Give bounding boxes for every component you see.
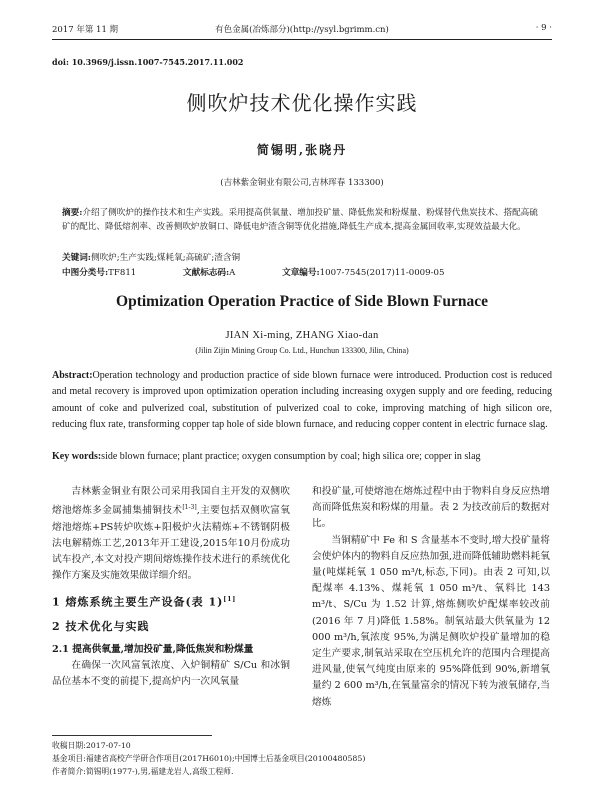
abstract-cn-label: 摘要:: [62, 208, 83, 218]
journal-name: 有色金属(冶炼部分)(http://ysyl.bgrimm.cn): [215, 25, 389, 35]
clc-code: 中图分类号:TF811: [62, 268, 137, 278]
article-id: 文章编号:1007-7545(2017)11-0009-05: [282, 268, 445, 278]
running-header: [52, 23, 552, 37]
abstract-en-text: Operation technology and production practice of side blown furnace were introduced. Production cost is reduced and metal recovery is improved upon optimization operation including increasing oxygen supply and ore feeding, reducing amount of coke and pulverized coal, substitution of pulverized coal to coke, improving matching of high silicon ore, reducing flux rate, transforming copper tap hole of side blown furnace, and reducing copper content in electric furnace slag.: [52, 370, 552, 430]
footnote-fund: 基金项目:福建省高校产学研合作项目(2017H6010);中国博士后基金项目(20100480585): [52, 754, 366, 763]
title-chinese: 侧吹炉技术优化操作实践: [186, 91, 418, 115]
section-1-heading: 1 熔炼系统主要生产设备(表 1)[1]: [52, 596, 237, 610]
footnote-received: 收稿日期:2017-07-10: [52, 741, 131, 750]
affiliation-english: (Jilin Zijin Mining Group Co. Ltd., Hunchun 133300, Jilin, China): [195, 346, 409, 355]
abstract-cn-text: 介绍了侧吹炉的操作技术和生产实践。采用提高供氧量、增加投矿量、降低焦炭和粉煤量、粉煤替代焦炭技术、搭配高硫矿的配比、降低熔剂率、改善侧吹炉放铜口、降低电炉渣含铜等优化措施,降低生产成本,提高金属回收率,实现效益最大化。: [62, 208, 538, 233]
document-code: 文献标志码:A: [183, 268, 236, 278]
footnote-author: 作者简介:简锡明(1977-),男,福建龙岩人,高级工程师.: [52, 767, 234, 776]
subsection-2-1-heading: 2.1 提高供氧量,增加投矿量,降低焦炭和粉煤量: [52, 643, 254, 655]
abstract-chinese: [62, 206, 544, 234]
keywords-en-text: side blown furnace; plant practice; oxygen consumption by coal; high silica ore; copper in slag: [101, 451, 481, 462]
issue-label: 2017 年第 11 期: [52, 25, 119, 35]
authors-chinese: 简锡明,张晓丹: [256, 143, 348, 157]
affiliation-chinese: (吉林紫金铜业有限公司,吉林珲春 133300): [220, 178, 384, 188]
keywords-chinese: [62, 251, 544, 265]
page-number: · 9 ·: [535, 23, 552, 33]
body-column-left: [52, 484, 290, 690]
classification-line: [62, 266, 544, 280]
citation-ref: [1-3]: [182, 504, 197, 512]
footnote-rule: [52, 735, 212, 736]
subsection-2-1-paragraph: 在确保一次风富氧浓度、入炉铜精矿 S/Cu 和冰铜品位基本不变的前提下,提高炉内一次风氧量: [52, 659, 290, 687]
keywords-english: [52, 449, 552, 465]
doi: doi: 10.3969/j.issn.1007-7545.2017.11.002: [52, 57, 244, 67]
keywords-en-label: Key words:: [52, 451, 102, 462]
keywords-cn-label: 关键词:: [62, 253, 91, 263]
keywords-cn-text: 侧吹炉;生产实践;煤耗氧;高硫矿;渣含铜: [90, 253, 241, 263]
body-column-right: [312, 484, 550, 711]
authors-english: JIAN Xi-ming, ZHANG Xiao-dan: [225, 330, 379, 341]
intro-paragraph: 吉林紫金铜业有限公司采用我国自主开发的双侧吹熔池熔炼多金属捕集捕铜技术[1-3],主要包括双侧吹富氧熔池熔炼+PS转炉吹炼+阳极炉火法精炼+不锈钢阴极法电解精炼工艺,2013年开工建设,2015年10月份成功试车投产,本文对投产期间熔炼操作技术进行的系统优化操作方案及实施效果做详细介绍。: [52, 486, 290, 582]
abstract-en-label: Abstract:: [52, 370, 93, 381]
section-2-heading: 2 技术优化与实践: [52, 620, 150, 634]
title-english: Optimization Operation Practice of Side Blown Furnace: [116, 293, 488, 310]
header-rule: [52, 39, 552, 40]
continued-paragraph: 和投矿量,可使熔池在熔炼过程中由于物料自身反应热增高而降低焦炭和粉煤的用量。表 2 为技改前后的数据对比。: [312, 486, 550, 530]
oxygen-paragraph: 当铜精矿中 Fe 和 S 含量基本不变时,增大投矿量将会使炉体内的物料自反应热加强,进而降低辅助燃料耗氧量(吨煤耗氧 1 050 m³/t,标态,下同)。由表 2 可知,以配煤率 4.13%、煤耗氧 1 050 m³/t、氧料比 143 m³/t、S/Cu 为 1.52 计算,熔炼侧吹炉配煤率较改前(2016 年 7 月)降低 1.58%。制氧站最大供氧量为 12 000 m³/h,氧浓度 95%,为满足侧吹炉投矿量增加的稳定生产要求,制氧站采取在空压机允许的范围内合理提高进风量,使氧气纯度由原来的 95%降低到 90%,新增氧量约 2 600 m³/h,在氧量富余的情况下转为液氧储存,当熔炼: [312, 534, 550, 708]
abstract-english: [52, 368, 552, 433]
